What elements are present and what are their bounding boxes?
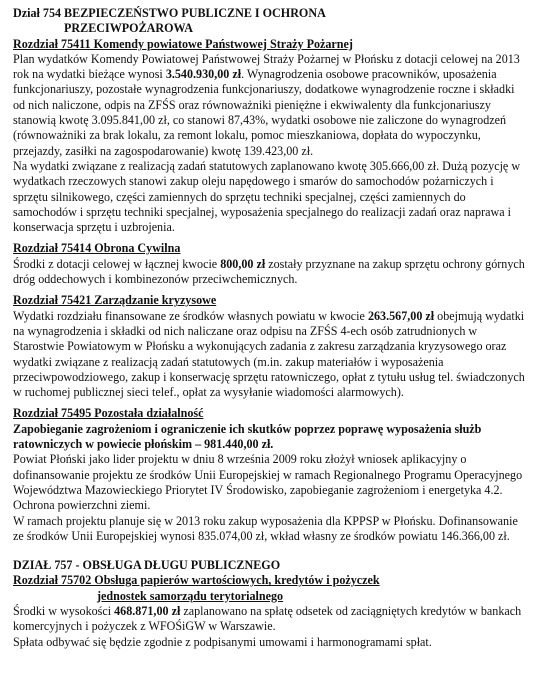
text: Środki w wysokości — [13, 603, 115, 618]
section-heading-line-2: PRZECIWPOŻAROWA — [64, 21, 194, 36]
amount: 468.871,00 zł — [114, 603, 181, 618]
chapter-heading-75411: Rozdział 75411 Komendy powiatowe Państwowej Straży Pożarnej — [13, 36, 353, 51]
paragraph-75702-interest — [13, 604, 528, 635]
paragraph-75495-application: Powiat Płoński jako lider projektu w dniu 8 września 2009 roku złożył wniosek aplikacyjny o dofinansowanie projektu ze środków Unii Europejskiej w ramach Regionalnego Programu Operacyjnego Województwa Mazowieckiego Priorytet IV Środowisko, zapobieganie zagrożeniom i energetyka 4.2. Ochrona powierzchni ziemi. — [13, 452, 523, 513]
text: zostały przyznane na zakup sprzętu ochrony górnych dróg oddechowych i kombinezonów przeciwchemicznych. — [13, 256, 525, 287]
project-heading: Zapobieganie zagrożeniom i ograniczenie ich skutków poprzez poprawę wyposażenia służb ratowniczych w powiecie płońskim – 981.440,00 zł. — [13, 421, 482, 452]
section-heading-dzial-757: DZIAŁ 757 - OBSŁUGA DŁUGU PUBLICZNEGO — [13, 558, 281, 573]
text: zaplanowano na spłatę odsetek od zaciągniętych kredytów w bankach komercyjnych i pożyczek z WFOŚiGW w Warszawie. — [13, 603, 522, 634]
text: obejmują wydatki na wynagrodzenia i składki od nich naliczane oraz odpisu na ZFŚS 4-ech osób zatrudnionych w Starostwie Powiatowym w Płońsku a wykonujących zadania z zakresu zarządzania kryzysowego oraz wydatki związane z realizacją zadań statutowych (m.in. zakup materiałów i wyposażenia przeciwpowodziowego, zakup i konserwację sprzętu ratowniczego, opłat z tytułu usług tel. świadczonych w ruchomej publicznej sieci telef., opłat za wysyłanie wiadomości alarmowych). — [13, 308, 525, 400]
chapter-heading-75702-cont: jednostek samorządu terytorialnego — [97, 588, 284, 603]
chapter-heading-75414: Rozdział 75414 Obrona Cywilna — [13, 241, 181, 256]
section-heading-line-1: Dział 754 BEZPIECZEŃSTWO PUBLICZNE I OCHRONA — [13, 6, 326, 20]
paragraph-75495-financing: W ramach projektu planuje się w 2013 roku zakup wyposażenia dla KPPSP w Płońsku. Dofinansowanie ze środków Unii Europejskiej wynosi 835.074,00 zł, wkład własny ze środków powiatu 146.366,00 zł. — [13, 513, 518, 543]
paragraph-75421 — [13, 309, 528, 401]
amount: 3.540.930,00 zł — [165, 67, 242, 82]
paragraph-75411-statutory: Na wydatki związane z realizacją zadań statutowych zaplanowano kwotę 305.666,00 zł. Dużą pozycję w wydatkach rzeczowych stanowi zakup oleju napędowego i smarów do samochodów pożarniczych i sprzętu silnikowego, części zamiennych do sprzętu techniki specjalnej, części zamiennych do samochodów i sprzętu techniki specjalnej, wyposażenia specjalnego do realizacji zadań oraz naprawa i konserwacja sprzętu i uzbrojenia. — [13, 158, 521, 235]
chapter-heading-75702: Rozdział 75702 Obsługa papierów wartościowych, kredytów i pożyczek — [13, 573, 380, 588]
paragraph-75702-repayment: Spłata odbywać się będzie zgodnie z podpisanymi umowami i harmonogramami spłat. — [13, 634, 432, 649]
amount: 800,00 zł — [220, 256, 266, 271]
amount: 263.567,00 zł — [367, 308, 435, 323]
text: Plan wydatków Komendy Powiatowej Państwowej Straży Pożarnej w Płońsku z dotacji celowej na 2013 rok na wydatki bieżące wynosi — [13, 51, 520, 82]
paragraph-75414 — [13, 257, 528, 288]
section-heading-dzial-754 — [13, 6, 528, 37]
paragraph-75411-plan — [13, 52, 528, 159]
chapter-heading-75421: Rozdział 75421 Zarządzanie kryzysowe — [13, 293, 217, 308]
text: Wydatki rozdziału finansowane ze środków własnych powiatu w kwocie — [13, 308, 368, 323]
text: . Wynagrodzenia osobowe pracowników, uposażenia funkcjonariuszy, pozostałe wynagrodzenia funkcjonariuszy, dodatkowe wynagrodzenie roczne i składki od nich naliczone, odpis na ZFŚS oraz równoważniki pieniężne i ekwiwalenty dla funkcjonariuszy stanowią kwotę 3.095.841,00 zł, co stanowi 87,43%, wydatki osobowe nie zaliczone do wynagrodzeń (równoważniki za brak lokalu, za remont lokalu, pomoc mieszkaniowa, dopłata do wypoczynku, przejazdy, zasiłki na zagospodarowanie) kwotę 139.423,00 zł. — [13, 67, 515, 158]
text: Środki z dotacji celowej w łącznej kwocie — [13, 256, 221, 271]
chapter-heading-75495: Rozdział 75495 Pozostała działalność — [13, 406, 204, 421]
